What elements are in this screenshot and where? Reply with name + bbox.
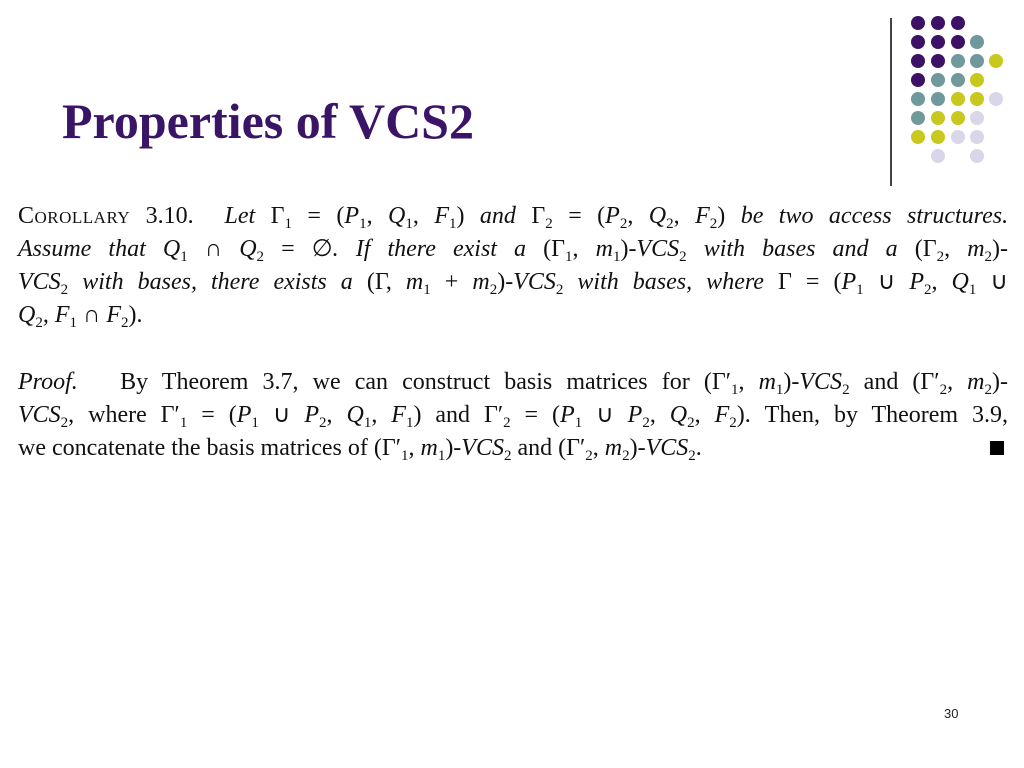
proof-block — [18, 366, 1008, 465]
decorative-dot — [931, 92, 945, 106]
decorative-dot — [911, 16, 925, 30]
decorative-dot — [970, 130, 984, 144]
decorative-dot — [931, 35, 945, 49]
decorative-dot — [911, 130, 925, 144]
slide-title: Properties of VCS2 — [62, 93, 474, 149]
decorative-dot — [911, 35, 925, 49]
decorative-dot — [911, 92, 925, 106]
decorative-dot — [970, 73, 984, 87]
qed-square-icon — [990, 441, 1004, 455]
proof-line-2: $VCS_2$, where $\Gamma'_1 = (P_1$ ∪ $P_2$, $Q_1$, $F_1$) and $\Gamma'_2 = (P_1$ ∪ $P_2$, $Q_2$, $F_2$). Then, by Theorem 3.9, — [18, 402, 1009, 431]
decorative-dot — [911, 111, 925, 125]
decorative-dot — [931, 149, 945, 163]
corollary-line-2: Assume that $Q_1$ ∩ $Q_2$ = ∅. If there exist a ($\Gamma_1$, $m_1)-VCS_2$ with bases and a ($\Gamma_2$, $m_2)-$ — [18, 236, 1009, 265]
decorative-dot — [951, 130, 965, 144]
page-number: 30 — [944, 706, 959, 721]
decorative-dot — [970, 54, 984, 68]
decorative-dot — [951, 73, 965, 87]
decorative-dot — [951, 54, 965, 68]
decorative-dot — [951, 111, 965, 125]
decorative-dot — [951, 16, 965, 30]
decorative-dot — [989, 92, 1003, 106]
decorative-dot — [970, 149, 984, 163]
decorative-dot — [931, 73, 945, 87]
decorative-dot — [970, 35, 984, 49]
decorative-dot-grid — [0, 0, 1024, 180]
decorative-dot — [951, 35, 965, 49]
decorative-dot — [970, 111, 984, 125]
corollary-line-4: $Q_2$, $F_1$ ∩ $F_2$). — [18, 302, 143, 331]
decorative-dot — [911, 54, 925, 68]
decorative-dot — [931, 16, 945, 30]
proof-line-3: we concatenate the basis matrices of ($\Gamma'_1$, $m_1)-VCS_2$ and ($\Gamma'_2$, $m_2)-VCS_2$. — [18, 435, 702, 464]
decorative-dot — [989, 54, 1003, 68]
decorative-dot — [931, 111, 945, 125]
proof-line-1: Proof. By Theorem 3.7, we can construct basis matrices for ($\Gamma'_1$, $m_1)-VCS_2$ and ($\Gamma'_2$, $m_2)-$ — [18, 369, 1008, 398]
decorative-dot — [931, 54, 945, 68]
decorative-dot — [970, 92, 984, 106]
corollary-line-1: Corollary 3.10. Let $\Gamma_1 = (P_1$, $Q_1$, $F_1$) and $\Gamma_2 = (P_2$, $Q_2$, $F_2$) be two access structures. — [18, 203, 1009, 232]
decorative-dot — [931, 130, 945, 144]
decorative-dot — [911, 73, 925, 87]
corollary-block — [18, 200, 1008, 332]
decorative-dot — [951, 92, 965, 106]
corollary-line-3: $VCS_2$ with bases, there exists a (Γ, $m_1 + m_2)-VCS_2$ with bases, where $\Gamma = (P_1$ ∪ $P_2$, $Q_1$ ∪ — [18, 269, 1009, 298]
